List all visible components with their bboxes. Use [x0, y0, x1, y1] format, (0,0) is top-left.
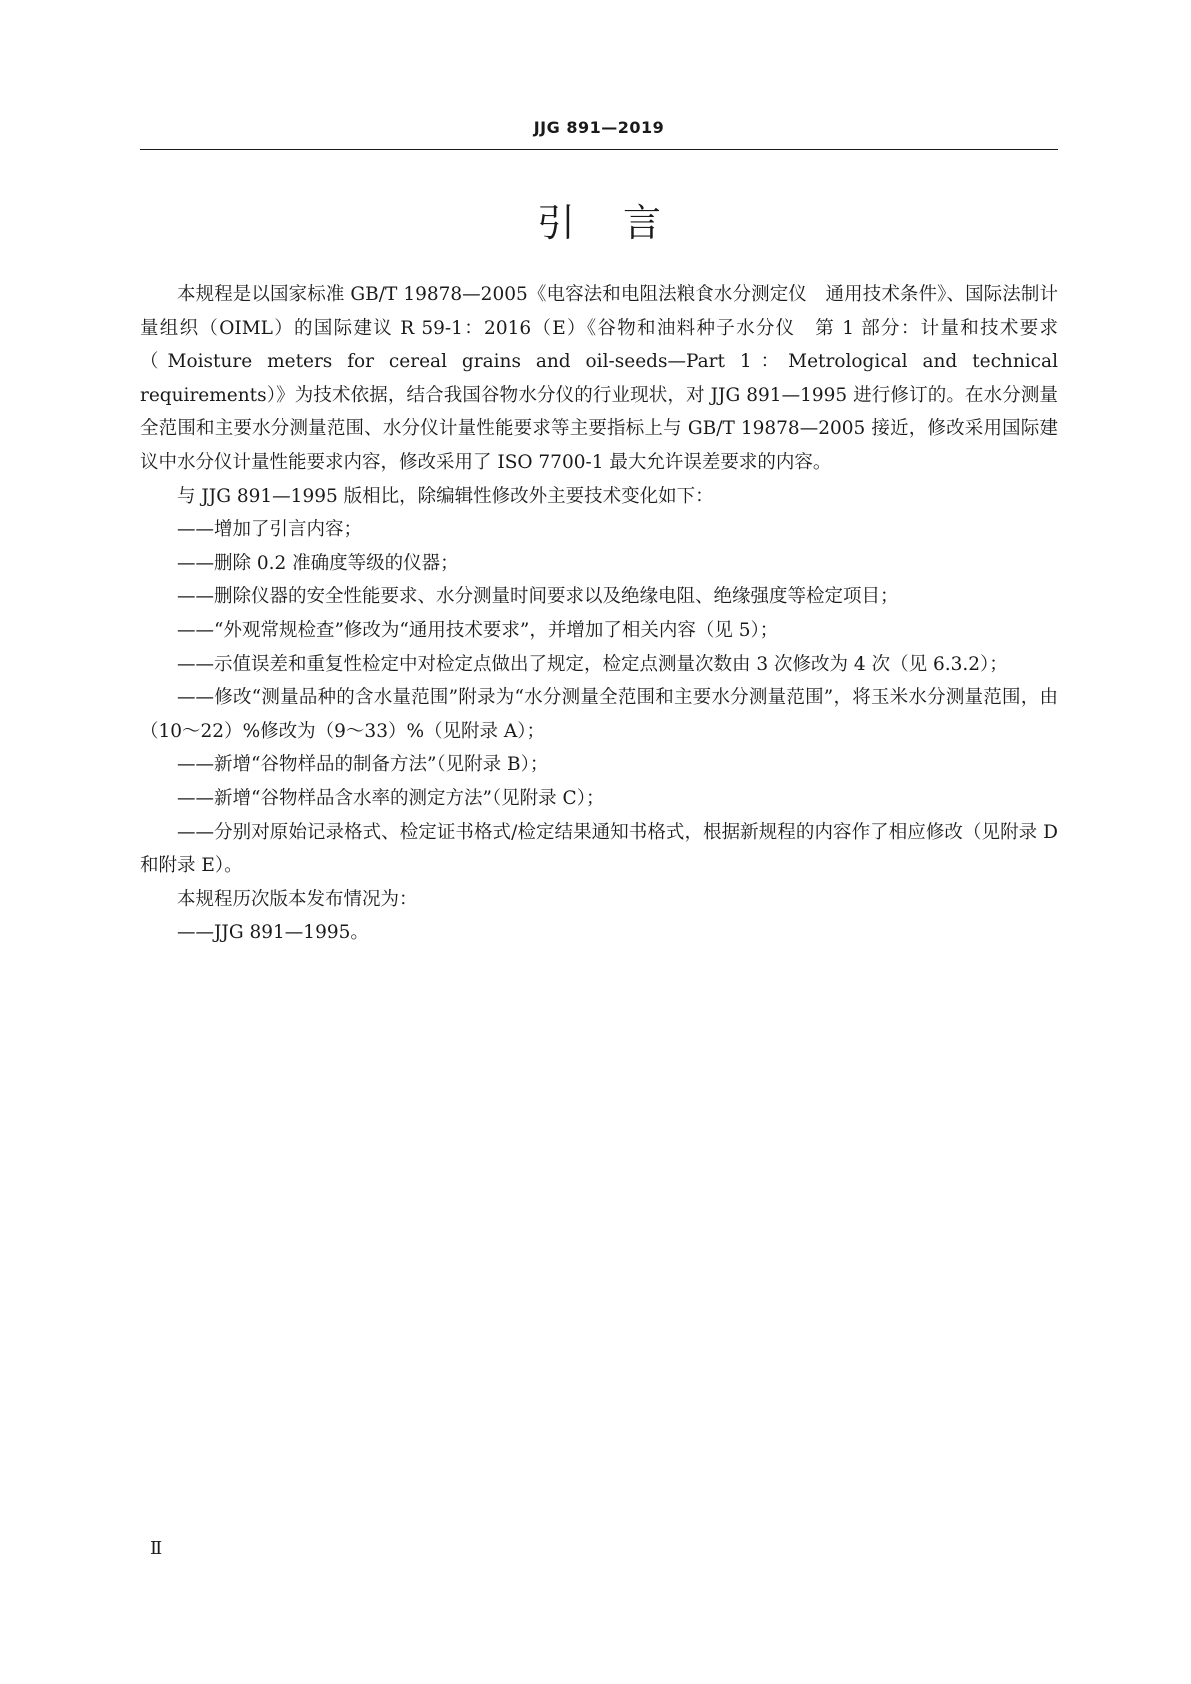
change-item: ——删除 0.2 准确度等级的仪器；: [177, 552, 459, 574]
paragraph-changes-lead: 与 JJG 891—1995 版相比，除编辑性修改外主要技术变化如下：: [177, 485, 714, 507]
change-item: ——分别对原始记录格式、检定证书格式/检定结果通知书格式，根据新规程的内容作了相应修改（见附录 D 和附录 E）。: [140, 821, 1058, 877]
change-item: ——新增“谷物样品的制备方法”（见附录 B）；: [177, 754, 549, 776]
page-number: Ⅱ: [150, 1538, 163, 1559]
document-header-id: JJG 891—2019: [533, 118, 665, 137]
history-item: ——JJG 891—1995。: [177, 922, 369, 944]
paragraph-history-lead: 本规程历次版本发布情况为：: [177, 888, 418, 910]
change-item: ——增加了引言内容；: [177, 519, 363, 541]
change-item: ——“外观常规检查”修改为“通用技术要求”，并增加了相关内容（见 5）；: [177, 619, 779, 641]
change-item: ——删除仪器的安全性能要求、水分测量时间要求以及绝缘电阻、绝缘强度等检定项目；: [177, 586, 899, 608]
change-item: ——修改“测量品种的含水量范围”附录为“水分测量全范围和主要水分测量范围”，将玉米水分测量范围，由（10～22）%修改为（9～33）%（见附录 A）；: [140, 687, 1058, 742]
header-divider: [140, 149, 1058, 150]
body-text: [140, 278, 1058, 950]
change-item: ——示值误差和重复性检定中对检定点做出了规定，检定点测量次数由 3 次修改为 4 次（见 6.3.2）；: [177, 653, 1008, 675]
change-item: ——新增“谷物样品含水率的测定方法”（见附录 C）；: [177, 787, 605, 809]
paragraph-intro: 本规程是以国家标准 GB/T 19878—2005《电容法和电阻法粮食水分测定仪 通用技术条件》、国际法制计量组织（OIML）的国际建议 R 59-1：2016（E）《谷物和油料种子水分仪 第 1 部分：计量和技术要求（Moisture meters for cereal grains and oil-seeds—Part 1：Metrological and technical requirements）》为技术依据，结合我国谷物水分仪的行业现状，对 JJG 891—1995 进行修订的。在水分测量全范围和主要水分测量范围、水分仪计量性能要求等主要指标上与 GB/T 19878—2005 接近，修改采用国际建议中水分仪计量性能要求内容，修改采用了 ISO 7700-1 最大允许误差要求的内容。: [140, 284, 1058, 473]
page-title: 引言: [536, 201, 709, 245]
